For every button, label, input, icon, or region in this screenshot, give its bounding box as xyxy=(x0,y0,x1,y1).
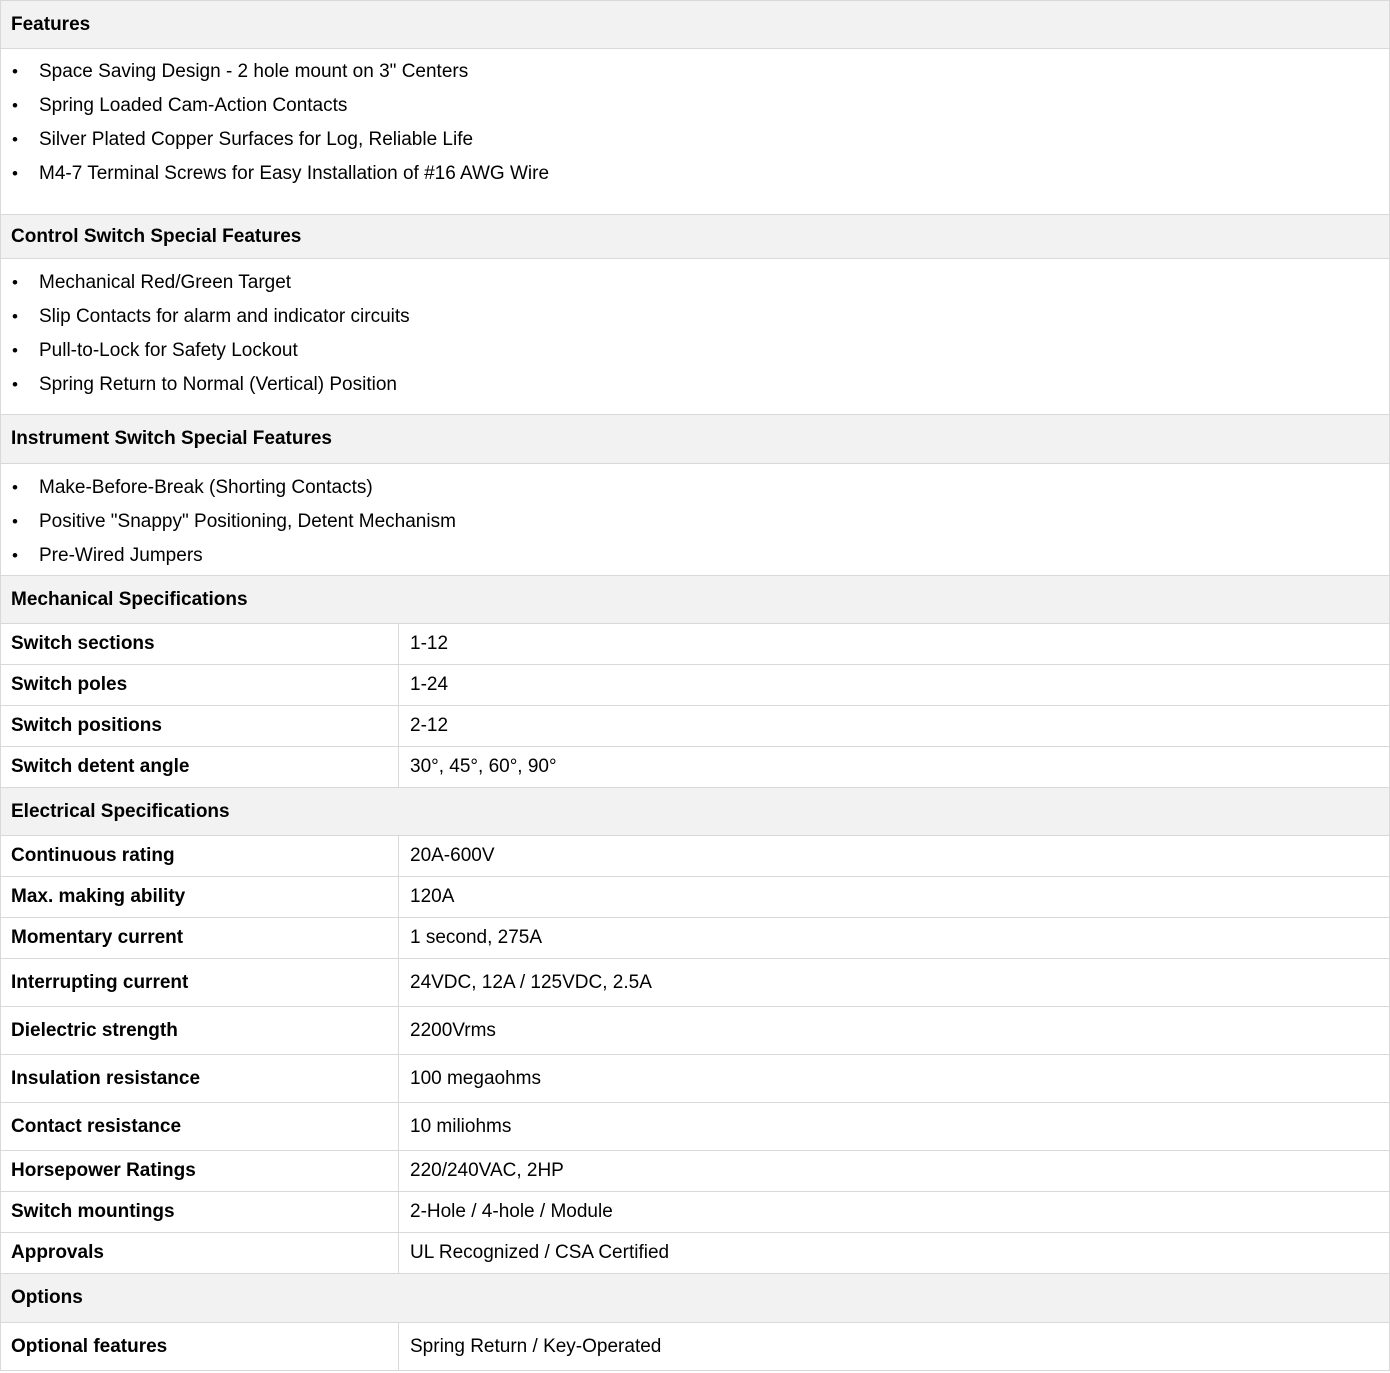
spec-value: 220/240VAC, 2HP xyxy=(410,1160,564,1181)
bullet-icon: • xyxy=(12,164,18,183)
table-row xyxy=(1,1233,1389,1273)
spec-label: Switch detent angle xyxy=(1,747,399,787)
section-title: Mechanical Specifications xyxy=(11,588,248,610)
spec-value: UL Recognized / CSA Certified xyxy=(410,1242,670,1263)
spec-value: 2-12 xyxy=(410,715,449,736)
control-switch-list xyxy=(1,259,1389,415)
spec-label: Max. making ability xyxy=(1,877,399,917)
table-row xyxy=(1,877,1389,918)
options-table xyxy=(1,1323,1389,1371)
spec-label: Switch positions xyxy=(1,706,399,746)
spec-label: Insulation resistance xyxy=(1,1055,399,1102)
spec-label: Approvals xyxy=(1,1233,399,1273)
spec-value: 2200Vrms xyxy=(410,1019,496,1041)
instrument-switch-list xyxy=(1,464,1389,576)
table-row xyxy=(1,1192,1389,1233)
spec-value: 20A-600V xyxy=(410,845,495,866)
bullet-icon: • xyxy=(12,307,18,326)
section-title: Features xyxy=(11,13,91,35)
section-title: Control Switch Special Features xyxy=(11,225,302,247)
spec-value: 24VDC, 12A / 125VDC, 2.5A xyxy=(410,971,652,993)
list-item: • Positive "Snappy" Positioning, Detent Mechanism xyxy=(1,505,1389,539)
spec-value: 2-Hole / 4-hole / Module xyxy=(410,1201,613,1222)
section-header-electrical xyxy=(1,787,1389,836)
list-item: • Spring Loaded Cam-Action Contacts xyxy=(1,89,1389,123)
list-item: • Silver Plated Copper Surfaces for Log, Reliable Life xyxy=(1,123,1389,157)
section-title: Options xyxy=(11,1287,83,1308)
bullet-icon: • xyxy=(12,478,18,497)
table-row xyxy=(1,1103,1389,1151)
section-header-options xyxy=(1,1273,1389,1323)
table-row xyxy=(1,1151,1389,1192)
list-item: • Pre-Wired Jumpers xyxy=(1,539,1389,573)
table-row xyxy=(1,1323,1389,1371)
list-item: • Spring Return to Normal (Vertical) Position xyxy=(1,368,1389,402)
bullet-icon: • xyxy=(12,130,18,149)
mechanical-table xyxy=(1,624,1389,787)
spec-value: 10 miliohms xyxy=(410,1115,512,1137)
list-item: • M4-7 Terminal Screws for Easy Installation of #16 AWG Wire xyxy=(1,157,1389,191)
bullet-icon: • xyxy=(12,96,18,115)
table-row xyxy=(1,747,1389,787)
list-item: • Make-Before-Break (Shorting Contacts) xyxy=(1,471,1389,505)
section-title: Electrical Specifications xyxy=(11,800,230,822)
spec-value: Spring Return / Key-Operated xyxy=(410,1335,662,1357)
bullet-icon: • xyxy=(12,546,18,565)
spec-value: 1 second, 275A xyxy=(410,927,543,948)
section-header-features xyxy=(1,0,1389,49)
spec-value: 30°, 45°, 60°, 90° xyxy=(410,756,557,777)
list-item: • Pull-to-Lock for Safety Lockout xyxy=(1,334,1389,368)
section-title: Instrument Switch Special Features xyxy=(11,428,332,449)
table-row xyxy=(1,1055,1389,1103)
spec-label: Switch mountings xyxy=(1,1192,399,1232)
spec-value: 1-24 xyxy=(410,674,449,695)
table-row xyxy=(1,1007,1389,1055)
bullet-icon: • xyxy=(12,512,18,531)
list-item: • Space Saving Design - 2 hole mount on 3" Centers xyxy=(1,55,1389,89)
electrical-table xyxy=(1,836,1389,1273)
table-row xyxy=(1,624,1389,665)
table-row xyxy=(1,959,1389,1007)
spec-label: Horsepower Ratings xyxy=(1,1151,399,1191)
bullet-icon: • xyxy=(12,375,18,394)
spec-value: 1-12 xyxy=(410,633,449,654)
spec-value: 100 megaohms xyxy=(410,1067,541,1089)
spec-label: Switch poles xyxy=(1,665,399,705)
table-row xyxy=(1,706,1389,747)
features-list xyxy=(1,49,1389,215)
spec-label: Switch sections xyxy=(1,624,399,664)
spec-label: Interrupting current xyxy=(1,959,399,1006)
spec-label: Momentary current xyxy=(1,918,399,958)
section-header-mechanical xyxy=(1,576,1389,624)
spec-value: 120A xyxy=(410,886,455,907)
spec-label: Continuous rating xyxy=(1,836,399,876)
section-header-instrument-switch xyxy=(1,415,1389,464)
spec-label: Contact resistance xyxy=(1,1103,399,1150)
list-item: • Slip Contacts for alarm and indicator circuits xyxy=(1,300,1389,334)
list-item: • Mechanical Red/Green Target xyxy=(1,266,1389,300)
section-header-control-switch xyxy=(1,215,1389,259)
table-row xyxy=(1,836,1389,877)
spec-label: Optional features xyxy=(1,1323,399,1370)
bullet-icon: • xyxy=(12,273,18,292)
table-row xyxy=(1,665,1389,706)
table-row xyxy=(1,918,1389,959)
bullet-icon: • xyxy=(12,341,18,360)
spec-label: Dielectric strength xyxy=(1,1007,399,1054)
bullet-icon: • xyxy=(12,62,18,81)
